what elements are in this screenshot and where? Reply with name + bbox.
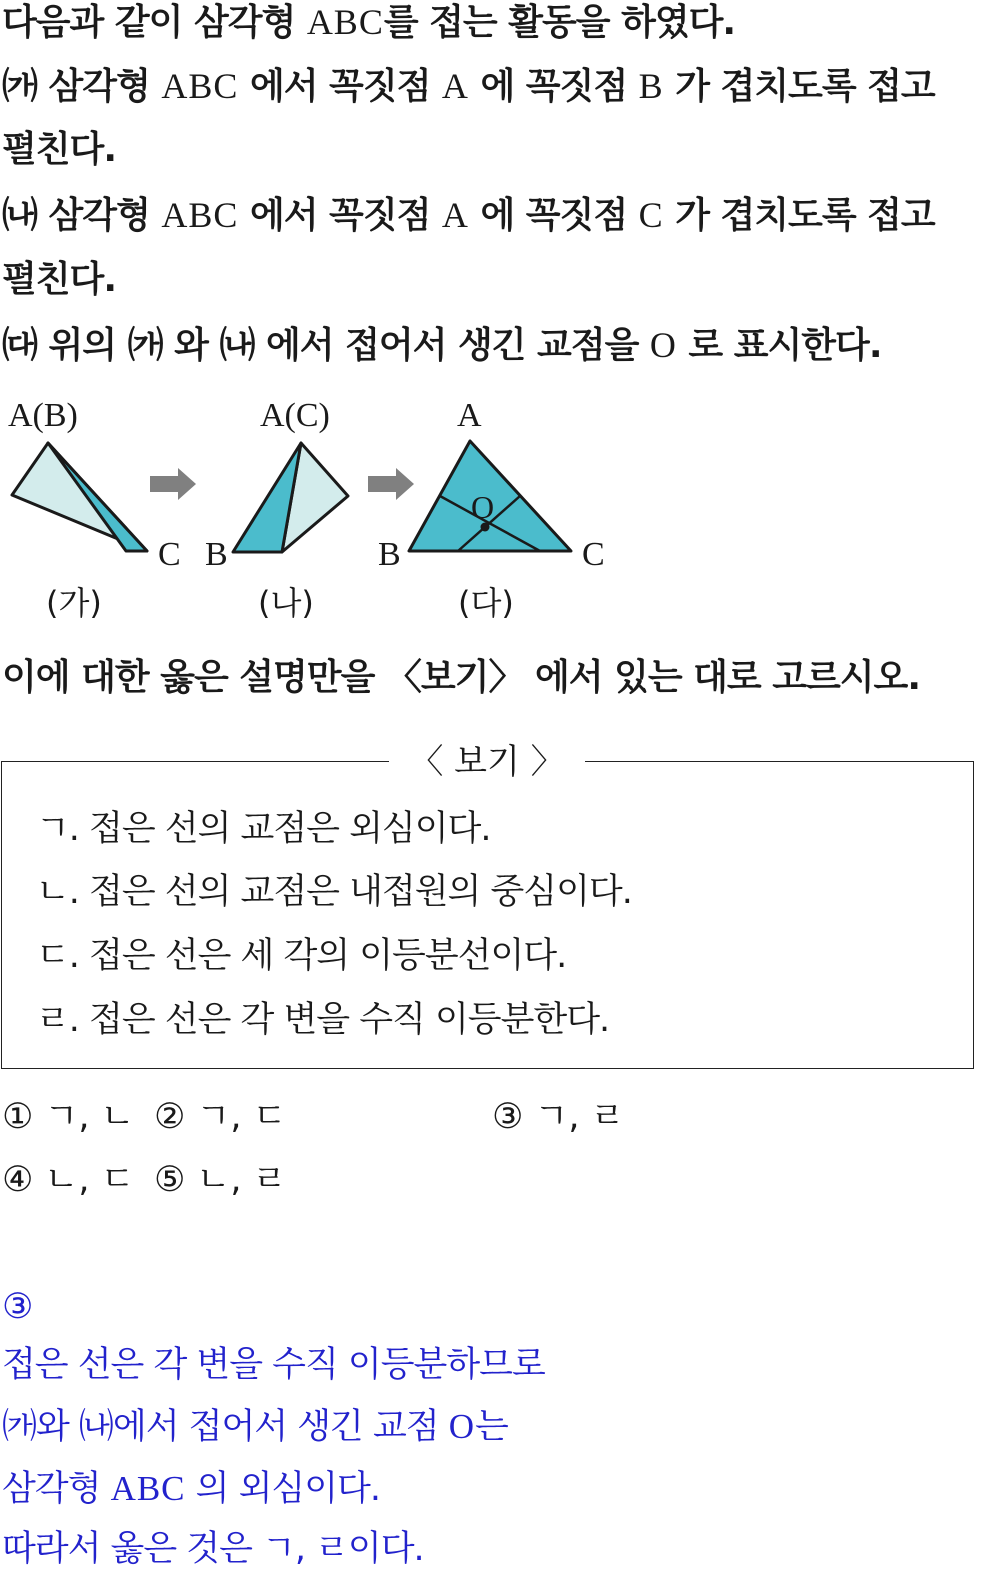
- solution-line-2: ㈎와 ㈏에서 접어서 생긴 교점 O는: [2, 1407, 508, 1447]
- choice-3: ③ ㄱ, ㄹ: [492, 1097, 625, 1137]
- ga-caption: (가): [46, 584, 102, 622]
- folding-figure: [0, 0, 993, 640]
- step-na-line: ㈏ 삼각형 ABC 에서 꼭짓점 A 에 꼭짓점 C 가 겹치도록 접고: [2, 195, 935, 236]
- solution-line-3: 삼각형 ABC 의 외심이다.: [2, 1469, 380, 1509]
- arrow-right-icon: [150, 468, 196, 500]
- ga-label-c: C: [158, 536, 181, 573]
- choice-5: ⑤ ㄴ, ㄹ: [154, 1160, 287, 1200]
- choice-1: ① ㄱ, ㄴ: [2, 1097, 135, 1137]
- na-label-b: B: [205, 536, 228, 573]
- solution-answer: ③: [2, 1287, 33, 1327]
- choice-2: ② ㄱ, ㄷ: [154, 1097, 287, 1137]
- arrow-right-icon: [368, 468, 414, 500]
- step-ga-line: ㈎ 삼각형 ABC 에서 꼭짓점 A 에 꼭짓점 B 가 겹치도록 접고: [2, 66, 935, 107]
- step-na-cont: 펼친다.: [2, 259, 117, 300]
- da-label-c: C: [582, 536, 605, 573]
- step-da-line: ㈐ 위의 ㈎ 와 ㈏ 에서 접어서 생긴 교점을 O 로 표시한다.: [2, 325, 882, 366]
- bogi-item-2: ㄴ. 접은 선의 교점은 내접원의 중심이다.: [36, 872, 632, 912]
- da-caption: (다): [458, 584, 514, 622]
- bogi-box: [1, 761, 974, 1069]
- step-ga-cont: 펼친다.: [2, 129, 117, 170]
- bogi-item-3: ㄷ. 접은 선은 세 각의 이등분선이다.: [36, 936, 567, 976]
- da-label-b: B: [378, 536, 401, 573]
- intro-line: 다음과 같이 삼각형 ABC를 접는 활동을 하였다.: [2, 2, 736, 43]
- ga-label-top: A(B): [8, 397, 78, 434]
- bogi-item-1: ㄱ. 접은 선의 교점은 외심이다.: [36, 809, 491, 849]
- choice-4: ④ ㄴ, ㄷ: [2, 1160, 135, 1200]
- bogi-item-4: ㄹ. 접은 선은 각 변을 수직 이등분한다.: [36, 1000, 610, 1040]
- solution-line-4: 따라서 옳은 것은 ㄱ, ㄹ이다.: [2, 1529, 424, 1569]
- da-label-a: A: [457, 397, 482, 434]
- question-line: 이에 대한 옳은 설명만을 〈보기〉 에서 있는 대로 고르시오.: [2, 657, 921, 698]
- da-label-o: O: [471, 489, 495, 525]
- bogi-title: 〈 보기 〉: [389, 737, 585, 787]
- solution-line-1: 접은 선은 각 변을 수직 이등분하므로: [2, 1345, 545, 1385]
- na-label-top: A(C): [260, 397, 330, 434]
- na-caption: (나): [258, 584, 314, 622]
